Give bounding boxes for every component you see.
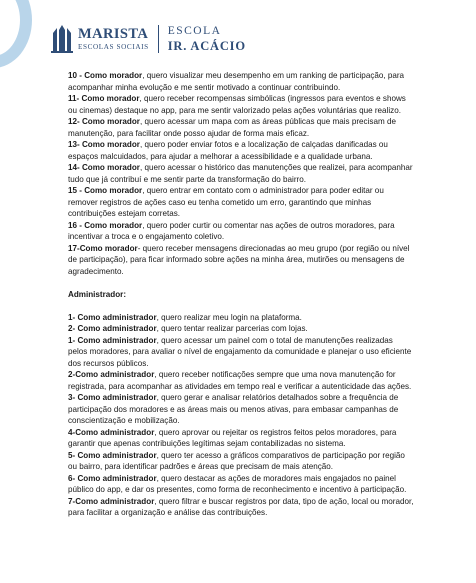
story-text: , quero acessar um painel com o total de manutenções realizadas pelos moradores, para avaliar o nível de engajamento da comunidade e planejar o uso eficiente dos recursos públicos. [68, 335, 412, 368]
school-label: ESCOLA [167, 24, 222, 37]
story-item [68, 496, 414, 519]
marista-logo-icon [50, 24, 74, 54]
story-item [68, 369, 414, 392]
story-label: 2-Como administrador [68, 370, 155, 379]
document-body [68, 70, 414, 519]
admin-section-heading: Administrador: [68, 289, 127, 299]
story-label: 17-Como morador [68, 243, 138, 253]
story-text: , quero poder curtir ou comentar nas ações de outros moradores, para incentivar a troca e o engajamento coletivo. [68, 220, 395, 241]
story-text: , quero tentar realizar parcerias com lojas. [156, 324, 308, 333]
story-label: 14- Como morador [68, 163, 140, 172]
brand-name: MARISTA [78, 26, 149, 43]
story-item [68, 427, 414, 450]
story-label: 5- Como administrador [68, 450, 157, 460]
story-label: 10 - Como morador [68, 71, 143, 80]
story-label: 2- Como administrador [68, 324, 157, 333]
story-item [68, 116, 414, 139]
morador-story-list [68, 70, 414, 277]
story-label: 12- Como morador [68, 117, 140, 126]
story-label: 4-Como administrador [68, 427, 155, 437]
story-text: - quero receber mensagens direcionadas ao meu grupo (por região ou nível de participação), para ficar informado sobre ações na minha área, mutirões ou mensagens de agradecimento. [68, 243, 410, 276]
brand-subtitle: ESCOLAS SOCIAIS [78, 42, 149, 51]
document-header [50, 20, 246, 58]
story-item [68, 312, 414, 324]
story-item [68, 450, 414, 473]
story-item [68, 392, 414, 427]
school-name: IR. ACÁCIO [167, 39, 246, 53]
story-text: , quero entrar em contato com o administrador para poder editar ou remover registros de ações caso eu tenha cometido um erro, garantindo que minhas contribuições estejam corretas. [68, 186, 384, 218]
story-item [68, 70, 414, 93]
story-item [68, 220, 414, 243]
corner-decoration [0, 0, 32, 68]
story-text: , quero acessar o histórico das manutenções que realizei, para acompanhar tudo que já contribuí e me sentir parte da transformação do bairro. [68, 163, 413, 184]
story-label: 16 - Como morador [68, 220, 143, 230]
story-text: , quero ter acesso a gráficos comparativos de participação por região ou bairro, para identificar padrões e áreas que precisam de mais atenção. [68, 450, 405, 471]
brand-block [78, 27, 149, 51]
story-text: , quero aprovar ou rejeitar os registros feitos pelos moradores, para garantir que apenas contribuições legítimas sejam contabilizadas no sistema. [68, 427, 397, 448]
story-text: , quero filtrar e buscar registros por data, tipo de ação, local ou morador, para facilitar a organização e análise das contribuições. [68, 496, 414, 517]
story-text: , quero destacar as ações de moradores mais engajados no painel público do app, e dar os presentes, como forma de reconhecimento e incentivo à participação. [68, 473, 407, 494]
story-item [68, 162, 414, 185]
story-item [68, 323, 414, 335]
header-divider [158, 25, 159, 53]
story-text: , quero gerar e analisar relatórios detalhados sobre a frequência de participação dos moradores e as áreas mais ou menos ativas, para embasar campanhas de conscientização e mobilização. [68, 393, 399, 425]
story-label: 6- Como administrador [68, 473, 157, 483]
story-item [68, 93, 414, 116]
school-block [168, 26, 246, 53]
story-text: , quero visualizar meu desempenho em um ranking de participação, para acompanhar minha evolução e me sentir motivado a continuar contribuindo. [68, 71, 405, 92]
admin-story-list [68, 312, 414, 519]
story-item [68, 473, 414, 496]
story-item [68, 185, 414, 220]
story-text: , quero receber notificações sempre que uma nova manutenção for registrada, para acompanhar as atividades em tempo real e verificar a autenticidade das ações. [68, 370, 412, 391]
story-text: , quero poder enviar fotos e a localização de calçadas danificadas ou espaços malcuidados, para ajudar a melhorar a acessibilidade e a qualidade urbana. [68, 140, 388, 161]
story-text: , quero acessar um mapa com as áreas públicas que mais precisam de manutenção, para facilitar onde posso ajudar de forma mais eficaz. [68, 117, 396, 138]
story-label: 13- Como morador [68, 140, 140, 149]
story-label: 1- Como administrador [68, 312, 157, 322]
story-label: 7-Como administrador [68, 496, 155, 506]
story-item [68, 335, 414, 370]
story-label: 11- Como morador [68, 94, 140, 103]
story-label: 3- Como administrador [68, 393, 157, 402]
story-item [68, 243, 414, 278]
story-text: , quero receber recompensas simbólicas (ingressos para eventos e shows ou cinemas) destaque no app, para me sentir valorizado pelas ações voluntárias que realizo. [68, 94, 406, 115]
story-item [68, 139, 414, 162]
story-text: , quero realizar meu login na plataforma. [156, 312, 302, 322]
story-label: 1- Como administrador [68, 335, 157, 345]
story-label: 15 - Como morador [68, 186, 143, 195]
